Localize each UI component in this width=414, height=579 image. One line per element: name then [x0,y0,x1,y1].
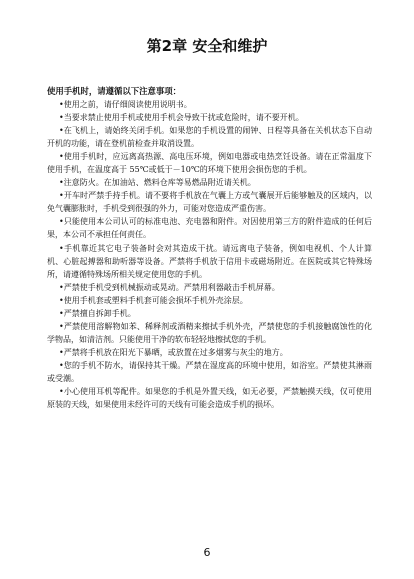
list-item: •开车时严禁手持手机。请不要将手机放在气囊上方或气囊展开后能够触及的区域内，以免气囊膨胀时，手机受到很强的外力，可能对您造成严重伤害。 [47,191,372,214]
list-item: •小心使用耳机等配件。如果您的手机是外置天线，如无必要，严禁触摸天线，仅可使用原装的天线，如果使用未经许可的天线有可能会造成手机的损坏。 [47,387,372,410]
safety-precautions-list [47,98,372,411]
list-item: •注意防火。在加油站、燃料仓库等易燃品附近请关机。 [59,178,256,188]
list-item: •在飞机上，请始终关闭手机。如果您的手机设置的闹钟、日程等具备在关机状态下自动开机的功能，请在登机前检查并取消设置。 [47,126,372,149]
chapter-title: 第2章 安全和维护 [146,37,268,55]
list-item: •只能使用本公司认可的标准电池、充电器和附件。对因使用第三方的附件造成的任何后果，本公司不承担任何责任。 [47,217,372,240]
list-item: •严禁使用溶解物如苯、稀释剂或酒精来擦拭手机外壳，严禁使您的手机接触腐蚀性的化学物品，如清洁剂。只能使用干净的软布轻轻地擦拭您的手机。 [47,321,372,344]
list-item: •手机靠近其它电子装备时会对其造成干扰。请远离电子装备，例如电视机、个人计算机、心脏起搏器和助听器等设备。严禁将手机放于信用卡或磁场附近。在医院或其它特殊场所，请遵循特殊场所相关规定使用您的手机。 [47,243,372,279]
list-item: •当要求禁止使用手机或使用手机会导致干扰或危险时，请不要开机。 [59,113,304,123]
list-item: •使用手机套或塑料手机套可能会损坏手机外壳涂层。 [59,295,248,305]
safety-intro-heading: 使用手机时，请遵循以下注意事项： [47,86,181,96]
list-item: •使用手机时，应远离高热源、高电压环境，例如电器或电热烹饪设备。请在正常温度下使用手机，在温度高于 55℃或低于－10℃的环境下使用会损伤您的手机。 [47,152,372,175]
list-item: •使用之前，请仔细阅读使用说明书。 [59,100,192,109]
list-item: •您的手机不防水，请保持其干燥。严禁在湿度高的环境中使用，如浴室。严禁使其淋雨或受潮。 [47,360,372,383]
list-item: •严禁使手机受到机械振动或晃动。严禁用利器敲击手机屏幕。 [59,282,280,292]
list-item: •严禁擅自拆卸手机。 [59,308,136,318]
list-item: •严禁将手机放在阳光下暴晒，或放置在过多烟雾与灰尘的地方。 [59,347,288,357]
page-number: 6 [203,546,211,559]
